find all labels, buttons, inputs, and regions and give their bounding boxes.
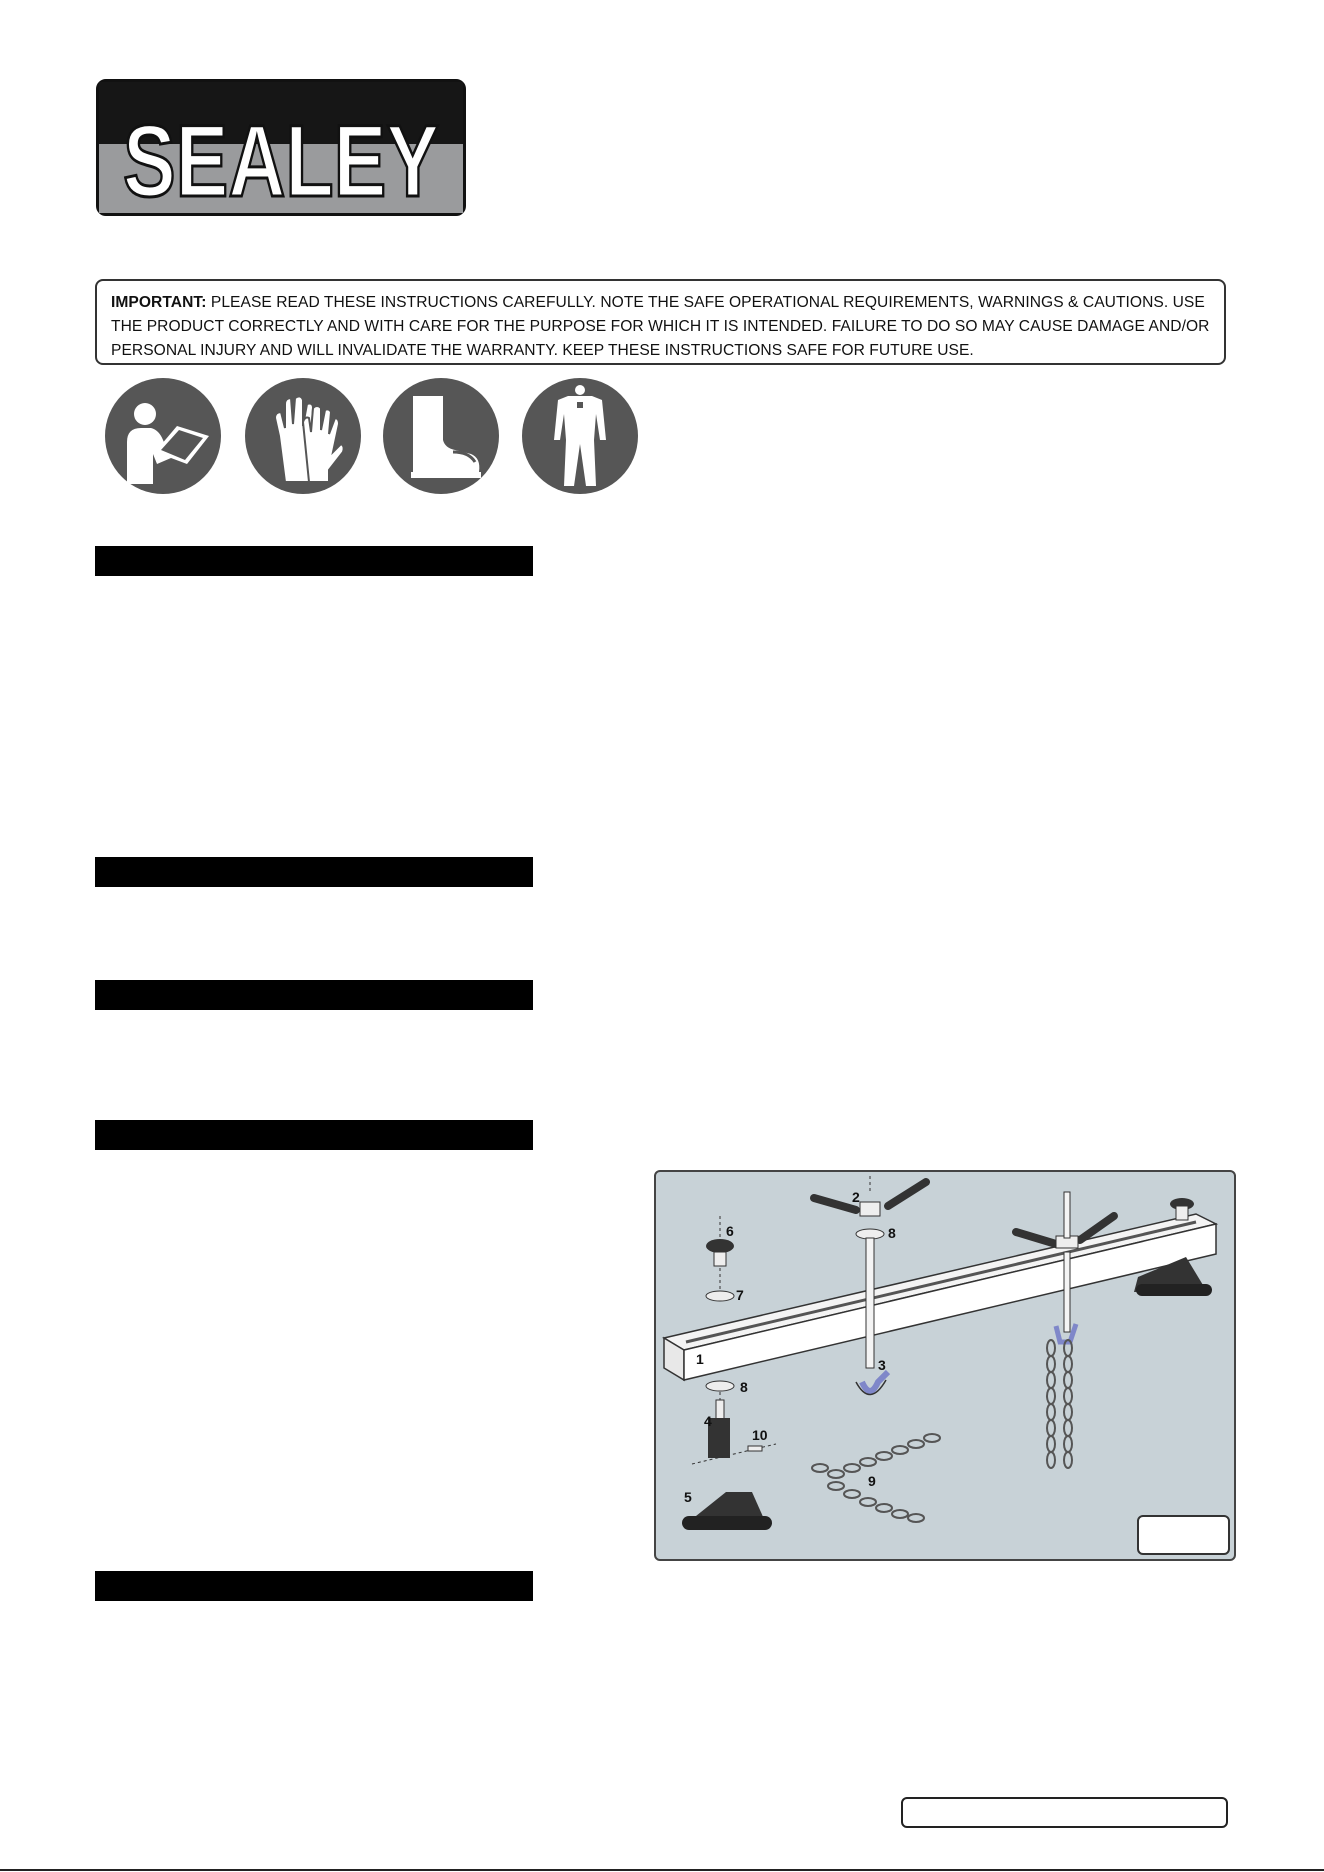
callout-7: 7 (736, 1287, 744, 1303)
gloves-icon (245, 378, 361, 494)
overalls-icon (522, 378, 638, 494)
footer-reference-box (901, 1797, 1228, 1828)
section-header-bar-5 (95, 1571, 533, 1601)
callout-4: 4 (704, 1413, 712, 1429)
important-notice (95, 279, 1226, 365)
callout-6: 6 (726, 1223, 734, 1239)
important-text: PLEASE READ THESE INSTRUCTIONS CAREFULLY. NOTE THE SAFE OPERATIONAL REQUIREMENTS, WARNINGS & CAUTIONS. USE THE PRODUCT CORRECTLY AND WITH CARE FOR THE PURPOSE FOR WHICH IT IS INTENDED. FAILURE TO DO SO MAY CAUSE DAMAGE AND/OR PERSONAL INJURY AND WILL INVALIDATE THE WARRANTY. KEEP THESE INSTRUCTIONS SAFE FOR FUTURE USE. (111, 294, 1210, 359)
sealey-logo (96, 79, 466, 216)
figure-label-box (1137, 1515, 1230, 1555)
callout-9: 9 (868, 1473, 876, 1489)
important-label: IMPORTANT: (111, 294, 207, 311)
callout-1: 1 (696, 1351, 704, 1367)
callout-2: 2 (852, 1189, 860, 1205)
callout-8b: 8 (740, 1379, 748, 1395)
parts-diagram-figure (654, 1170, 1236, 1561)
callout-5: 5 (684, 1489, 692, 1505)
section-header-bar-3 (95, 980, 533, 1010)
section-header-bar-2 (95, 857, 533, 887)
logo-text: SEALEY (123, 104, 439, 218)
footer-rule (0, 1869, 1324, 1871)
callout-10: 10 (752, 1427, 768, 1443)
section-header-bar-4 (95, 1120, 533, 1150)
safety-boots-icon (383, 378, 499, 494)
callout-8a: 8 (888, 1225, 896, 1241)
callout-3: 3 (878, 1357, 886, 1373)
section-header-bar-1 (95, 546, 533, 576)
read-manual-icon (105, 378, 221, 494)
